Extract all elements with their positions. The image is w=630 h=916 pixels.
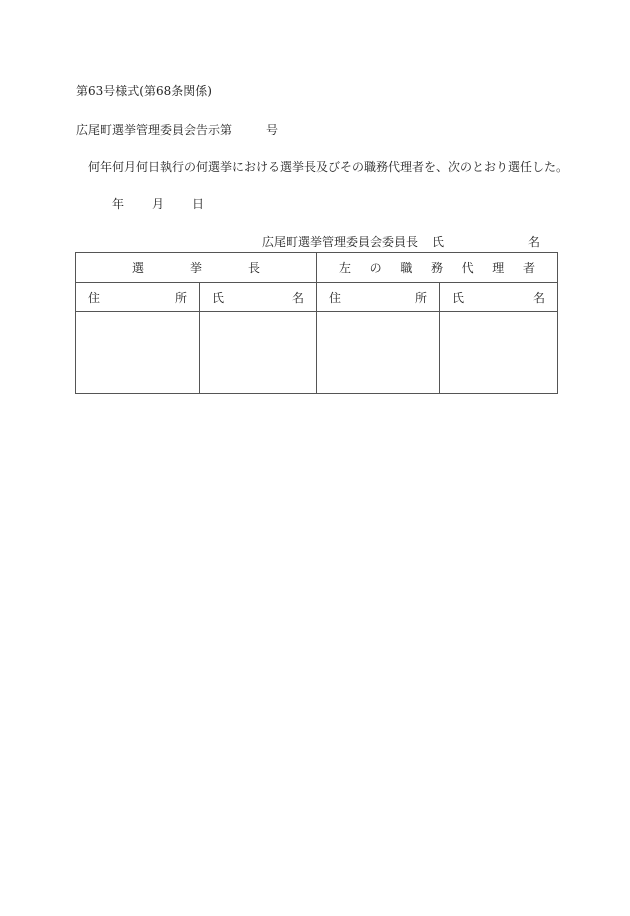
header-char: 選: [132, 261, 145, 275]
appointments-table: [75, 252, 558, 394]
group-header-deputy: [317, 253, 558, 283]
notice-title-prefix: 広尾町選挙管理委員会告示第: [76, 123, 233, 137]
header-char: 理: [492, 261, 505, 275]
header-char: 氏: [452, 290, 465, 305]
column-header-address: [76, 283, 200, 312]
date-day: 日: [192, 197, 205, 211]
column-header-row: [76, 283, 558, 312]
signature-line: [262, 235, 540, 249]
cell-deputy-name: [440, 312, 558, 394]
header-char: 所: [415, 290, 428, 305]
notice-title: [76, 123, 278, 137]
group-header-row: [76, 253, 558, 283]
header-char: 住: [329, 290, 342, 305]
header-char: 挙: [190, 261, 203, 275]
date-year: 年: [112, 197, 125, 211]
header-char: 長: [248, 261, 261, 275]
name-label-1: 氏: [432, 235, 445, 249]
header-char: 住: [88, 290, 101, 305]
form-number: 第63号様式(第68条関係): [76, 84, 212, 98]
header-char: 名: [292, 290, 305, 305]
signatory-title: 広尾町選挙管理委員会委員長: [262, 235, 419, 249]
header-char: 職: [400, 261, 413, 275]
header-char: 者: [522, 261, 535, 275]
date-line: [112, 197, 204, 211]
header-char: 氏: [212, 290, 225, 305]
column-header-name: [200, 283, 317, 312]
header-char: 名: [533, 290, 546, 305]
header-char: 左: [339, 261, 352, 275]
name-label-2: 名: [528, 235, 541, 249]
column-header-deputy-name: [440, 283, 558, 312]
header-char: の: [369, 261, 382, 275]
header-char: 代: [461, 261, 474, 275]
date-month: 月: [152, 197, 165, 211]
cell-deputy-address: [317, 312, 440, 394]
header-char: 所: [174, 290, 187, 305]
notice-title-suffix: 号: [266, 123, 279, 137]
table-row: [76, 312, 558, 394]
group-header-election-chief: [76, 253, 317, 283]
column-header-deputy-address: [317, 283, 440, 312]
cell-address: [76, 312, 200, 394]
cell-name: [200, 312, 317, 394]
header-char: 務: [430, 261, 443, 275]
body-text: 何年何月何日執行の何選挙における選挙長及びその職務代理者を、次のとおり選任した。: [88, 160, 569, 174]
